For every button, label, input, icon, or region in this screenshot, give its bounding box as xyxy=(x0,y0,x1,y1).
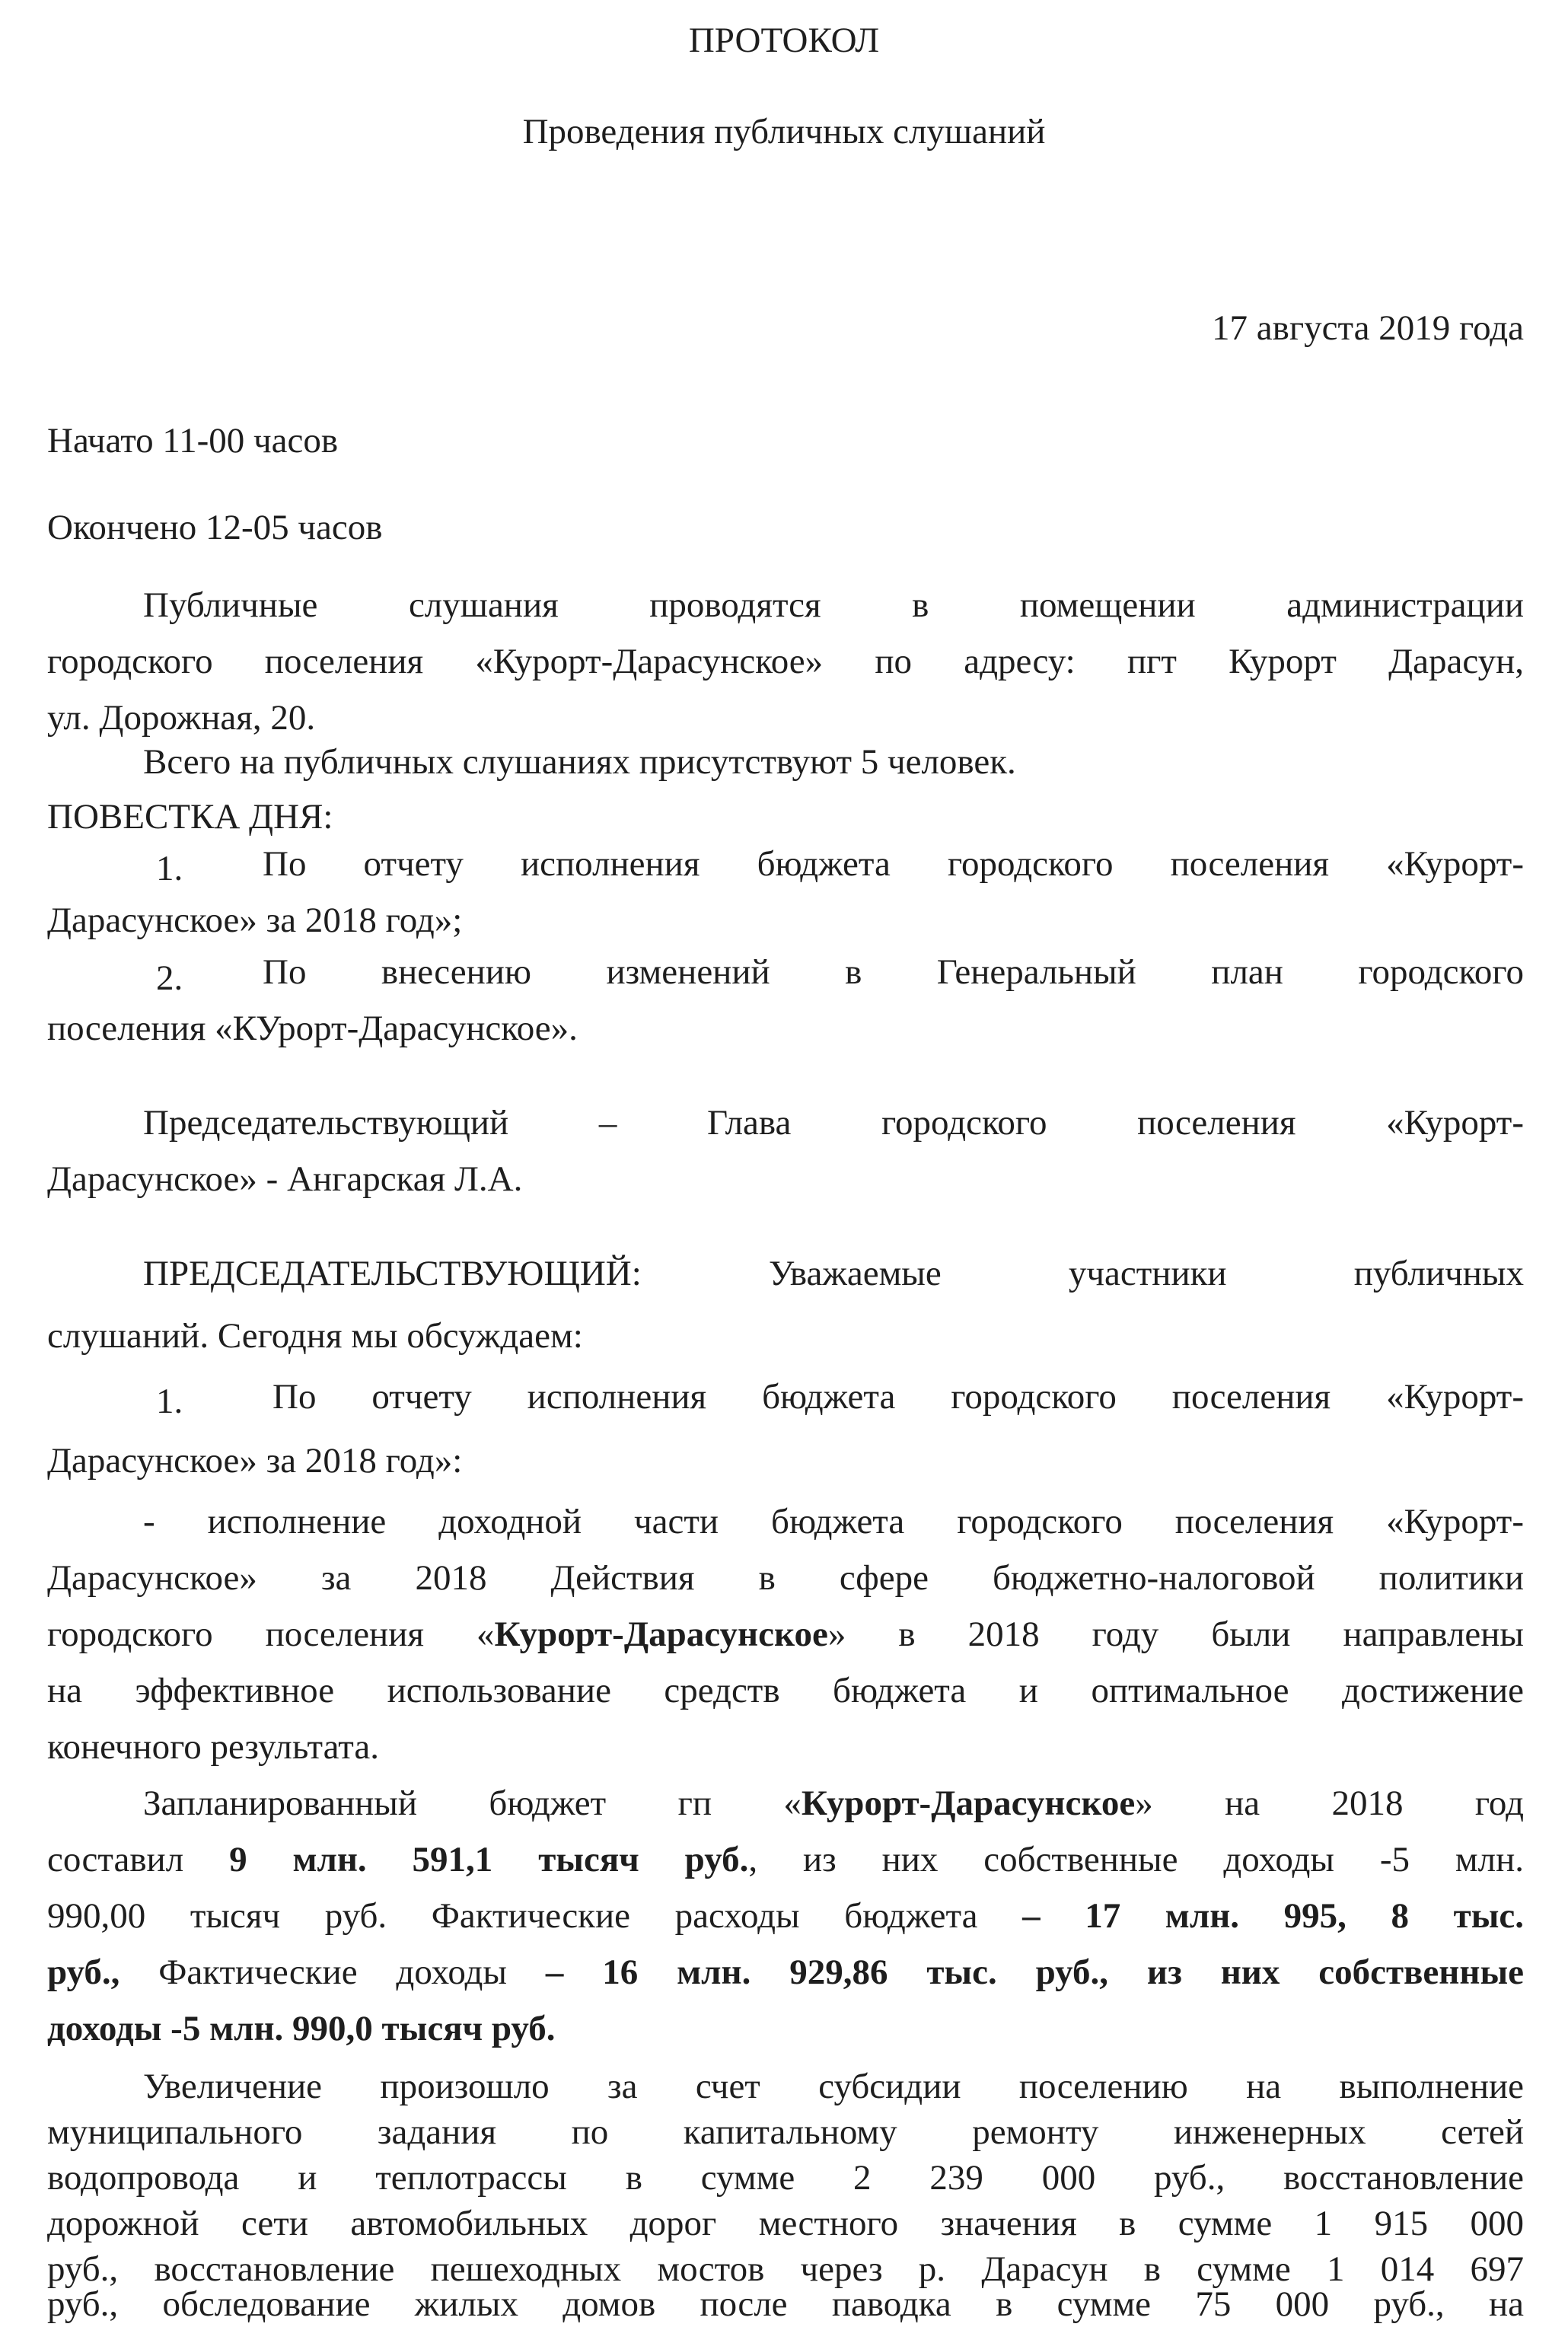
income-line-4: на эффективное использование средств бюджета и оптимальное достижение xyxy=(47,1671,1524,1710)
agenda-item-2-line-1: По внесению изменений в Генеральный план городского xyxy=(263,952,1524,992)
document-date: 17 августа 2019 года xyxy=(1212,308,1524,348)
venue-line-1: Публичные слушания проводятся в помещении администрации xyxy=(143,585,1524,625)
agenda-item-1-line-2: Дарасунское» за 2018 год»; xyxy=(47,901,463,940)
venue-line-2: городского поселения «Курорт-Дарасунское» по адресу: пгт Курорт Дарасун, xyxy=(47,642,1524,681)
agenda-item-1-line-1: По отчету исполнения бюджета городского поселения «Курорт- xyxy=(263,844,1524,884)
attendance: Всего на публичных слушаниях присутствуют 5 человек. xyxy=(143,742,1016,782)
increase-line-6: руб., обследование жилых домов после паводка в сумме 75 000 руб., на xyxy=(47,2284,1524,2324)
increase-line-5: руб., восстановление пешеходных мостов через р. Дарасун в сумме 1 014 697 xyxy=(47,2249,1524,2289)
increase-line-3: водопровода и теплотрассы в сумме 2 239 000 руб., восстановление xyxy=(47,2158,1524,2198)
budget-line-5: доходы -5 млн. 990,0 тысяч руб. xyxy=(47,2009,556,2048)
agenda-item-2-line-2: поселения «КУрорт-Дарасунское». xyxy=(47,1009,578,1048)
income-line-2: Дарасунское» за 2018 Действия в сфере бюджетно-налоговой политики xyxy=(47,1558,1524,1598)
document-title: ПРОТОКОЛ xyxy=(688,21,880,60)
speech-item-1-line-1: По отчету исполнения бюджета городского поселения «Курорт- xyxy=(272,1377,1524,1417)
increase-line-4: дорожной сети автомобильных дорог местного значения в сумме 1 915 000 xyxy=(47,2204,1524,2243)
income-line-3: городского поселения «Курорт-Дарасунское» в 2018 году были направлены xyxy=(47,1615,1525,1654)
speech-line-2: слушаний. Сегодня мы обсуждаем: xyxy=(47,1316,583,1356)
document-subtitle: Проведения публичных слушаний xyxy=(522,112,1046,151)
budget-line-1: Запланированный бюджет гп «Курорт-Дарасунское» на 2018 год xyxy=(143,1784,1524,1823)
income-line-1: - исполнение доходной части бюджета городского поселения «Курорт- xyxy=(143,1502,1524,1541)
chair-line-2: Дарасунское» - Ангарская Л.А. xyxy=(47,1159,523,1199)
start-time: Начато 11-00 часов xyxy=(47,421,339,461)
speech-line-1: ПРЕДСЕДАТЕЛЬСТВУЮЩИЙ: Уважаемые участники публичных xyxy=(143,1254,1524,1293)
increase-line-2: муниципального задания по капитальному ремонту инженерных сетей xyxy=(47,2112,1524,2152)
income-line-5: конечного результата. xyxy=(47,1727,379,1767)
end-time: Окончено 12-05 часов xyxy=(47,508,383,547)
speech-item-1-number: 1. xyxy=(156,1382,183,1421)
speech-item-1-line-2: Дарасунское» за 2018 год»: xyxy=(47,1441,463,1481)
increase-line-1: Увеличение произошло за счет субсидии поселению на выполнение xyxy=(143,2067,1524,2106)
agenda-item-1-number: 1. xyxy=(156,849,183,888)
chair-line-1: Председательствующий – Глава городского поселения «Курорт- xyxy=(143,1103,1524,1143)
agenda-item-2-number: 2. xyxy=(156,958,183,998)
budget-line-4: руб., Фактические доходы – 16 млн. 929,86 тыс. руб., из них собственные xyxy=(47,1952,1524,1992)
venue-line-3: ул. Дорожная, 20. xyxy=(47,698,316,738)
budget-line-2: составил 9 млн. 591,1 тысяч руб., из них собственные доходы -5 млн. xyxy=(47,1840,1524,1879)
budget-line-3: 990,00 тысяч руб. Фактические расходы бюджета – 17 млн. 995, 8 тыс. xyxy=(47,1896,1525,1936)
agenda-heading: ПОВЕСТКА ДНЯ: xyxy=(47,797,333,837)
